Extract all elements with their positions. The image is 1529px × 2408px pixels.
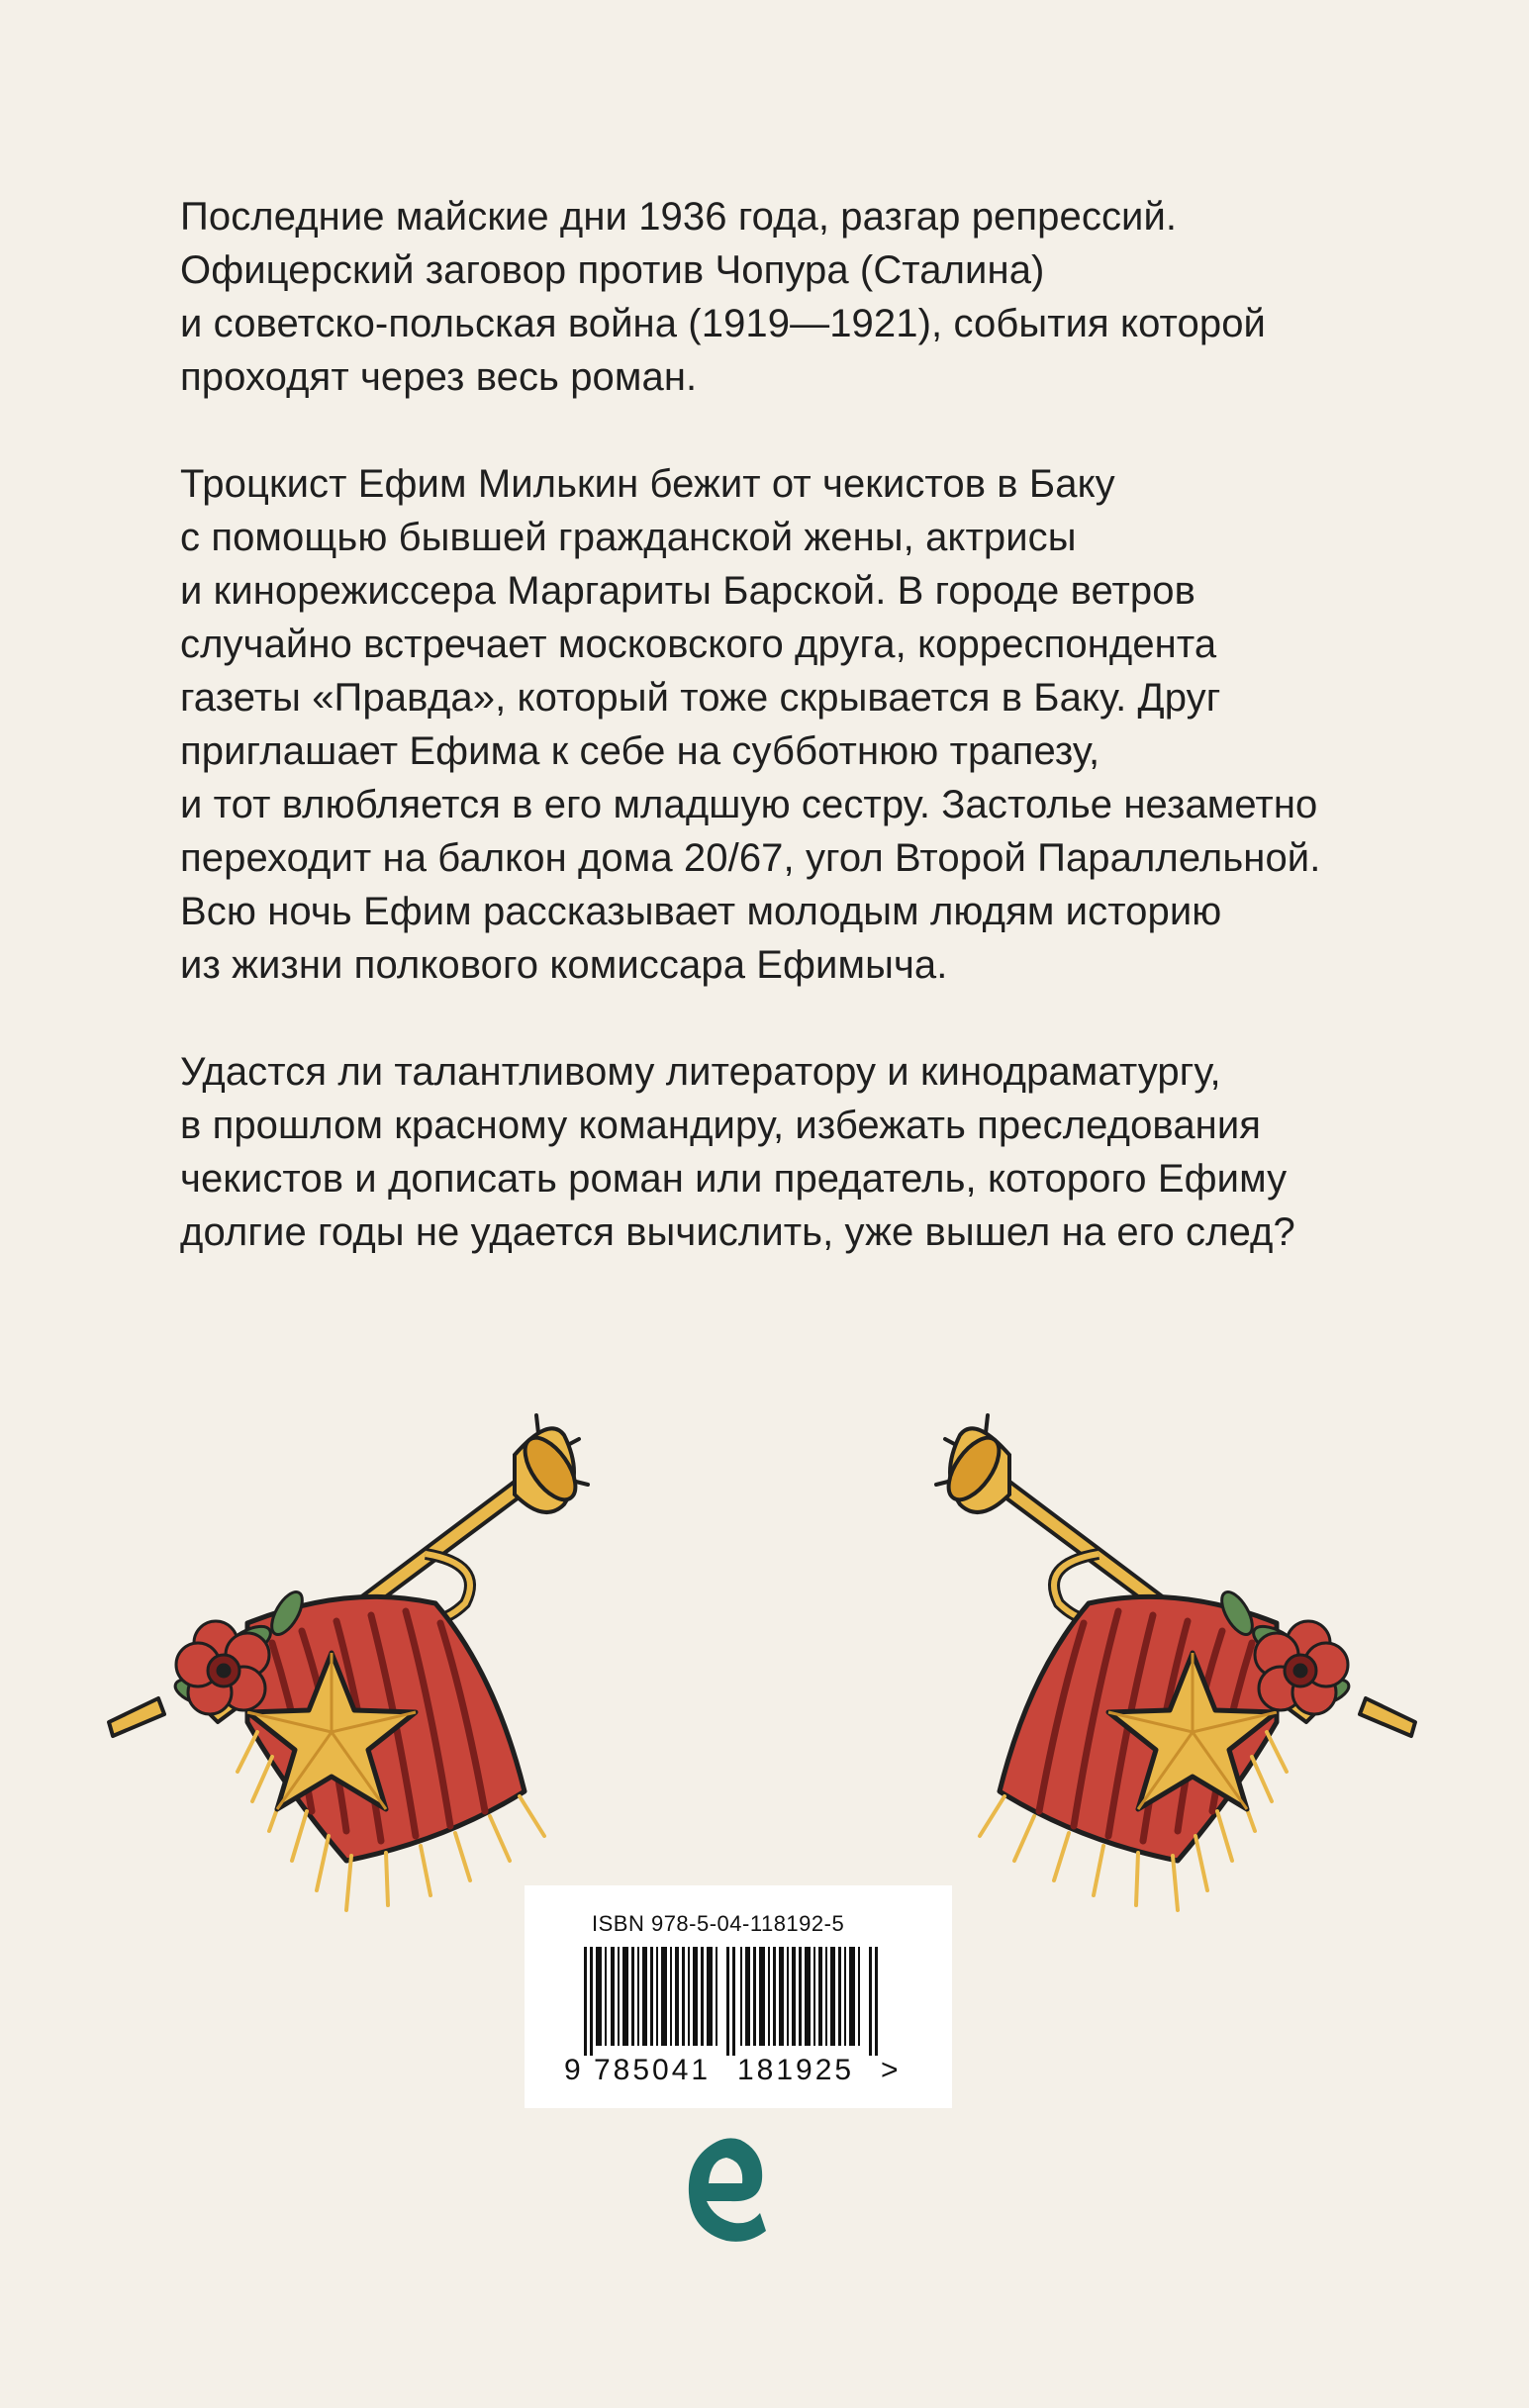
blurb-line: долгие годы не удается вычислить, уже вышел на его след? <box>180 1210 1295 1254</box>
blurb-line: и советско-польская война (1919—1921), события которой <box>180 302 1267 345</box>
blurb-line: Всю ночь Ефим рассказывает молодым людям историю <box>180 890 1222 933</box>
blurb-line: и кинорежиссера Маргариты Барской. В городе ветров <box>180 569 1195 613</box>
blurb-paragraph-2 <box>180 457 1368 992</box>
publisher-logo-icon <box>681 2128 772 2247</box>
trumpet-banner-star-icon <box>910 1396 1425 1950</box>
blurb-paragraph-3 <box>180 1045 1368 1259</box>
blurb-line: приглашает Ефима к себе на субботнюю трапезу, <box>180 729 1100 773</box>
blurb-line: переходит на балкон дома 20/67, угол Второй Параллельной. <box>180 836 1321 880</box>
blurb-line: Офицерский заговор против Чопура (Сталина) <box>180 248 1045 292</box>
barcode-icon <box>584 1947 881 2056</box>
blurb-line: и тот влюбляется в его младшую сестру. Застолье незаметно <box>180 783 1318 826</box>
blurb-line: Троцкист Ефим Милькин бежит от чекистов в Баку <box>180 462 1115 506</box>
trumpet-banner-star-icon <box>99 1396 614 1950</box>
blurb-line: чекистов и дописать роман или предатель, которого Ефиму <box>180 1157 1288 1201</box>
barcode-digits <box>564 2054 940 2093</box>
barcode-digit-tail: > <box>881 2054 899 2086</box>
isbn-label: ISBN 978-5-04-118192-5 <box>592 1911 845 1936</box>
barcode-panel <box>525 1885 952 2108</box>
blurb-line: из жизни полкового комиссара Ефимыча. <box>180 943 948 987</box>
blurb-line: с помощью бывшей гражданской жены, актрисы <box>180 516 1077 559</box>
blurb-line: Последние майские дни 1936 года, разгар репрессий. <box>180 195 1178 239</box>
blurb-line: случайно встречает московского друга, корреспондента <box>180 623 1217 666</box>
blurb-text <box>180 190 1368 1312</box>
blurb-line: Удастся ли талантливому литератору и кинодраматургу, <box>180 1050 1221 1094</box>
blurb-paragraph-1 <box>180 190 1368 404</box>
blurb-line: в прошлом красному командиру, избежать преследования <box>180 1104 1262 1147</box>
barcode-digit-group-1: 785041 <box>594 2054 712 2086</box>
blurb-line: проходят через весь роман. <box>180 355 698 399</box>
barcode-digit-lead: 9 <box>564 2054 581 2086</box>
blurb-line: газеты «Правда», который тоже скрывается в Баку. Друг <box>180 676 1221 720</box>
barcode-digit-group-2: 181925 <box>737 2054 855 2086</box>
